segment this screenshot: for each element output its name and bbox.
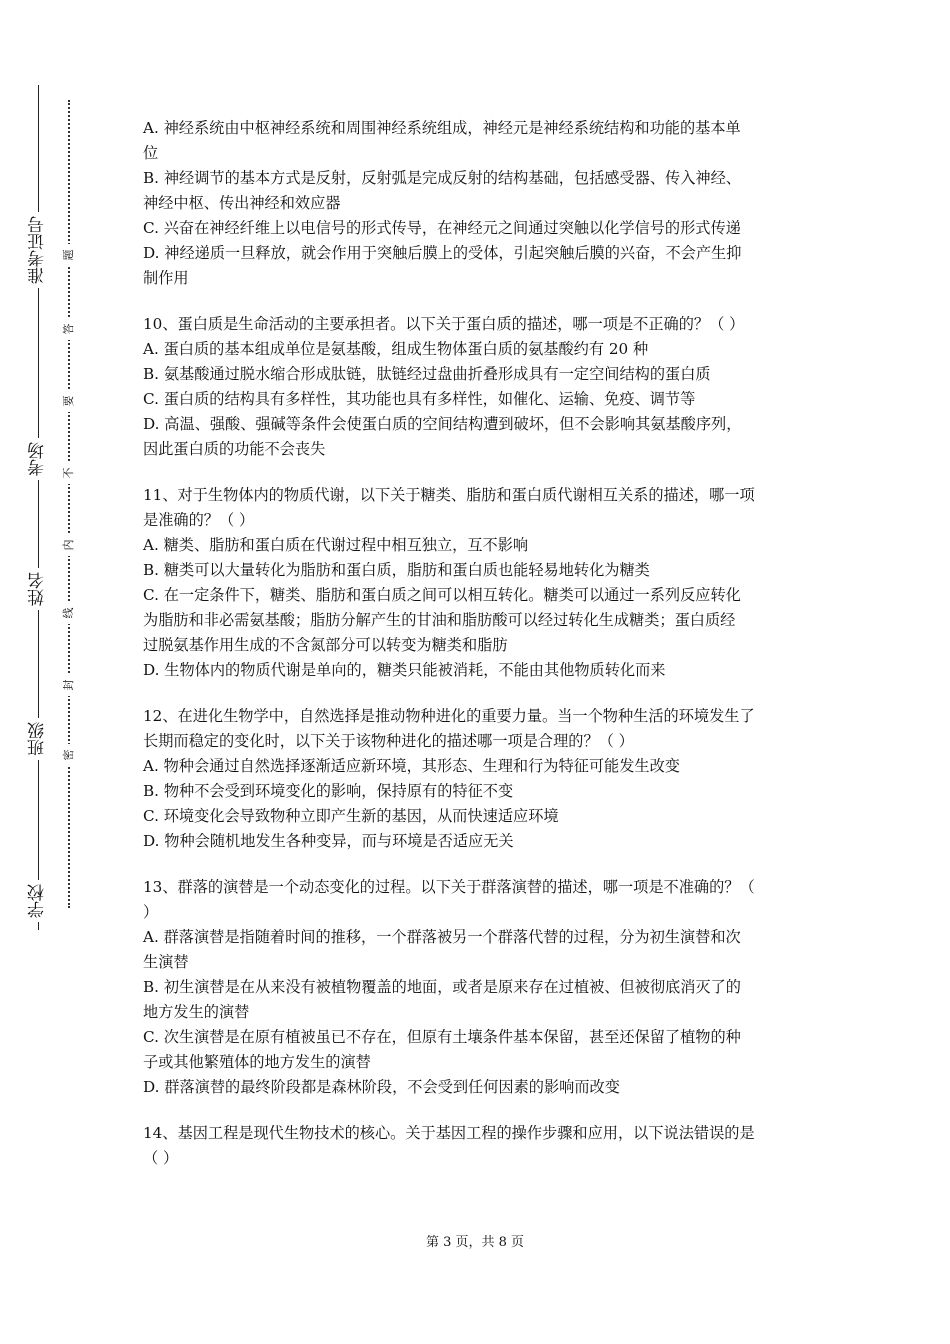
option-line: B. 初生演替是在从来没有被植物覆盖的地面，或者是原来存在过植被、但被彻底消灭了的 — [143, 978, 741, 996]
question-stem: 是准确的？（ ） — [143, 511, 255, 529]
option-line: A. 物种会通过自然选择逐渐适应新环境，其形态、生理和行为特征可能发生改变 — [143, 757, 680, 775]
seal-char: 要 — [58, 390, 80, 412]
option-line: C. 次生演替是在原有植被虽已不存在，但原有土壤条件基本保留，甚至还保留了植物的种 — [143, 1028, 741, 1046]
option-line: A. 糖类、脂肪和蛋白质在代谢过程中相互独立，互不影响 — [143, 536, 529, 554]
option-line: D. 高温、强酸、强碱等条件会使蛋白质的空间结构遭到破坏，但不会影响其氨基酸序列， — [143, 415, 742, 433]
option-line: B. 氨基酸通过脱水缩合形成肽链，肽链经过盘曲折叠形成具有一定空间结构的蛋白质 — [143, 365, 711, 383]
question-stem: 13、群落的演替是一个动态变化的过程。以下关于群落演替的描述，哪一项是不准确的？（ — [143, 878, 755, 896]
binding-dotted-line — [68, 100, 70, 908]
field-name: 姓名 — [22, 568, 54, 610]
seal-char: 封 — [58, 674, 80, 696]
question-9-options — [143, 116, 813, 291]
option-line: 地方发生的演替 — [143, 1003, 250, 1021]
seal-char: 内 — [58, 534, 80, 556]
option-line: A. 神经系统由中枢神经系统和周围神经系统组成，神经元是神经系统结构和功能的基本单 — [143, 119, 741, 137]
option-line: B. 神经调节的基本方式是反射，反射弧是完成反射的结构基础，包括感受器、传入神经、 — [143, 169, 741, 187]
option-line: A. 群落演替是指随着时间的推移，一个群落被另一个群落代替的过程，分为初生演替和次 — [143, 928, 741, 946]
option-line: 过脱氨基作用生成的不含氮部分可以转变为糖类和脂肪 — [143, 636, 508, 654]
field-class: 班级 — [22, 718, 54, 760]
option-line: B. 物种不会受到环境变化的影响，保持原有的特征不变 — [143, 782, 514, 800]
question-12 — [143, 704, 813, 854]
option-line: 制作用 — [143, 269, 189, 287]
option-line: C. 蛋白质的结构具有多样性，其功能也具有多样性，如催化、运输、免疫、调节等 — [143, 390, 696, 408]
binding-margin — [0, 0, 90, 1344]
option-line: D. 群落演替的最终阶段都是森林阶段，不会受到任何因素的影响而改变 — [143, 1078, 620, 1096]
question-stem: （ ） — [143, 1149, 179, 1167]
option-line: C. 兴奋在神经纤维上以电信号的形式传导，在神经元之间通过突触以化学信号的形式传递 — [143, 219, 741, 237]
page-footer: 第 3 页，共 8 页 — [425, 1235, 525, 1250]
option-line: 因此蛋白质的功能不会丧失 — [143, 440, 326, 458]
seal-char: 不 — [58, 462, 80, 484]
question-10 — [143, 312, 813, 462]
question-stem: 长期而稳定的变化时，以下关于该物种进化的描述哪一项是合理的？（ ） — [143, 732, 634, 750]
question-11 — [143, 483, 813, 683]
field-school: 学校 — [22, 880, 54, 922]
option-line: 子或其他繁殖体的地方发生的演替 — [143, 1053, 371, 1071]
question-stem: ） — [143, 903, 159, 921]
seal-char: 答 — [58, 318, 80, 340]
option-line: 为脂肪和非必需氨基酸；脂肪分解产生的甘油和脂肪酸可以经过转化生成糖类；蛋白质经 — [143, 611, 736, 629]
option-line: C. 环境变化会导致物种立即产生新的基因，从而快速适应环境 — [143, 807, 559, 825]
option-line: 位 — [143, 144, 159, 162]
question-13 — [143, 875, 813, 1100]
option-line: D. 物种会随机地发生各种变异，而与环境是否适应无关 — [143, 832, 514, 850]
question-stem: 12、在进化生物学中，自然选择是推动物种进化的重要力量。当一个物种生活的环境发生了 — [143, 707, 755, 725]
option-line: 生演替 — [143, 953, 189, 971]
option-line: 神经中枢、传出神经和效应器 — [143, 194, 341, 212]
option-line: A. 蛋白质的基本组成单位是氨基酸，组成生物体蛋白质的氨基酸约有 20 种 — [143, 340, 649, 358]
question-14 — [143, 1121, 813, 1171]
option-line: D. 神经递质一旦释放，就会作用于突触后膜上的受体，引起突触后膜的兴奋，不会产生抑 — [143, 244, 742, 262]
option-line: D. 生物体内的物质代谢是单向的，糖类只能被消耗，不能由其他物质转化而来 — [143, 661, 666, 679]
field-zhunkaozheng: 准考证号 — [22, 212, 54, 288]
seal-char: 线 — [58, 602, 80, 624]
question-stem: 14、基因工程是现代生物技术的核心。关于基因工程的操作步骤和应用，以下说法错误的是 — [143, 1124, 755, 1142]
option-line: B. 糖类可以大量转化为脂肪和蛋白质，脂肪和蛋白质也能轻易地转化为糖类 — [143, 561, 650, 579]
seal-char: 密 — [58, 744, 80, 766]
seal-char: 题 — [58, 244, 80, 266]
exam-content — [143, 116, 813, 1171]
question-stem: 11、对于生物体内的物质代谢，以下关于糖类、脂肪和蛋白质代谢相互关系的描述，哪一项 — [143, 486, 755, 504]
question-stem: 10、蛋白质是生命活动的主要承担者。以下关于蛋白质的描述，哪一项是不正确的？（ ） — [143, 315, 745, 333]
option-line: C. 在一定条件下，糖类、脂肪和蛋白质之间可以相互转化。糖类可以通过一系列反应转化 — [143, 586, 741, 604]
field-kaochang: 考场 — [22, 438, 54, 480]
